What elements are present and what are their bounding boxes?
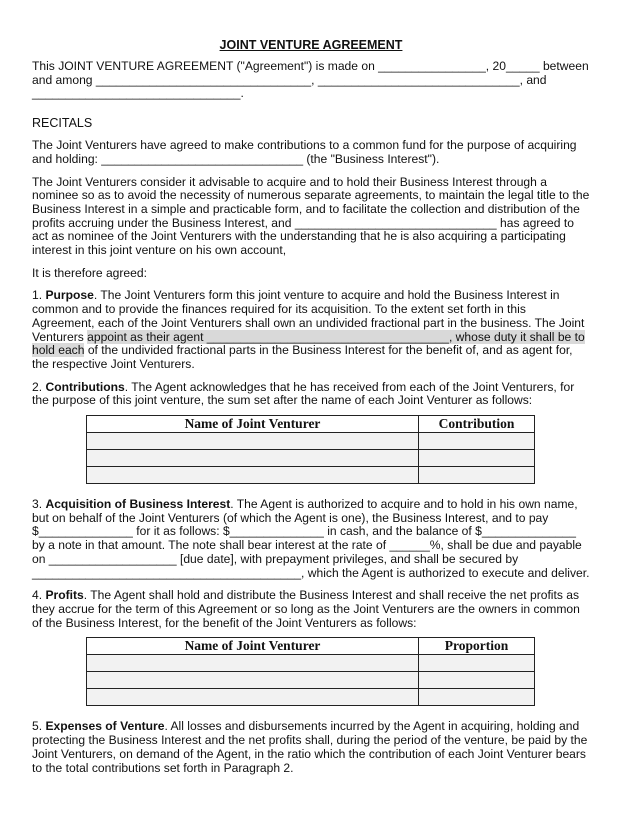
- table-cell[interactable]: [87, 689, 419, 706]
- section-2-contributions: [32, 381, 590, 408]
- spacer: [32, 706, 590, 720]
- table-header-row: [87, 416, 535, 433]
- section-3-text: . The Agent is authorized to acquire and to hold in his own name, but on behalf of the Joint Venturers (of which the Agent is one), the Business Interest, and to pay $______________ for it as follows: $______________ in cash, and the balance of $______________ by a note in that amount. The note shall bear interest at the rate of ______%, shall be due and payable on ___________________ [due date], with prepayment privileges, and shall be secured by ________________________________________, which the Agent is authorized to execute and deliver.: [32, 497, 590, 580]
- document-page: [32, 38, 590, 775]
- section-1-number: 1.: [32, 288, 43, 303]
- table-cell[interactable]: [419, 689, 535, 706]
- table-row: [87, 433, 535, 450]
- section-3-acquisition: [32, 498, 590, 580]
- table-cell[interactable]: [419, 655, 535, 672]
- table-row: [87, 450, 535, 467]
- column-header-proportion: Proportion: [419, 638, 535, 655]
- intro-paragraph: This JOINT VENTURE AGREEMENT ("Agreement") is made on ________________, 20_____ between and among ________________________________, ______________________________, and _______________________________.: [32, 59, 589, 101]
- section-1-highlighted-text: appoint as their agent ____________________________________, whose duty it shall be to hold each: [32, 329, 585, 358]
- recitals-heading: RECITALS: [32, 116, 93, 131]
- document-title: JOINT VENTURE AGREEMENT: [219, 38, 403, 52]
- section-4-number: 4.: [32, 588, 43, 603]
- table-cell[interactable]: [419, 450, 535, 467]
- section-4-heading: Profits: [45, 588, 84, 603]
- section-1-purpose: [32, 289, 590, 371]
- table-cell[interactable]: [419, 433, 535, 450]
- recitals-paragraph-1: The Joint Venturers have agreed to make contributions to a common fund for the purpose of acquiring and holding: ______________________________ (the "Business Interest").: [32, 138, 577, 166]
- table-row: [87, 672, 535, 689]
- section-4-profits: [32, 589, 590, 630]
- section-1-heading: Purpose: [45, 288, 94, 303]
- table-row: [87, 467, 535, 484]
- section-5-expenses: [32, 720, 590, 775]
- section-4-text: . The Agent shall hold and distribute the Business Interest and shall receive the net profits as they accrue for the term of this Agreement or so long as the Joint Venturers are the owners in common of the Business Interest, for the benefit of the Joint Venturers as follows:: [32, 588, 580, 630]
- profits-table: [86, 637, 535, 706]
- section-3-heading: Acquisition of Business Interest: [45, 497, 231, 512]
- section-5-text: . All losses and disbursements incurred by the Agent in acquiring, holding and protecting the Business Interest and the net profits shall, during the period of the venture, be paid by the Joint Venturers, on demand of the Agent, in the ratio which the contribution of each Joint Venturer bears to the total contributions set forth in Paragraph 2.: [32, 719, 588, 775]
- table-cell[interactable]: [87, 450, 419, 467]
- table-cell[interactable]: [87, 655, 419, 672]
- section-2-number: 2.: [32, 379, 43, 394]
- section-1-text-a: . The Joint Venturers form this joint venture to acquire and hold the Business Interest in common and to provide the finances required for its acquisition. To the extent set forth in this Agreement, each of the Joint Venturers shall own an undivided fractional part in the business. The Joint Venturers: [32, 288, 585, 344]
- table-cell[interactable]: [419, 467, 535, 484]
- table-row: [87, 689, 535, 706]
- section-5-heading: Expenses of Venture: [45, 719, 165, 734]
- section-5-number: 5.: [32, 719, 43, 734]
- section-3-number: 3.: [32, 497, 43, 512]
- table-cell[interactable]: [87, 672, 419, 689]
- column-header-name: Name of Joint Venturer: [87, 416, 419, 433]
- table-cell[interactable]: [87, 467, 419, 484]
- section-1-text-b: of the undivided fractional parts in the Business Interest for the benefit of, and as agent for, the respective Joint Venturers.: [32, 343, 573, 371]
- column-header-name: Name of Joint Venturer: [87, 638, 419, 655]
- section-2-heading: Contributions: [45, 379, 125, 394]
- recitals-paragraph-3: It is therefore agreed:: [32, 265, 147, 280]
- table-row: [87, 655, 535, 672]
- column-header-contribution: Contribution: [419, 416, 535, 433]
- table-cell[interactable]: [419, 672, 535, 689]
- spacer: [32, 484, 590, 498]
- recitals-paragraph-2: The Joint Venturers consider it advisable to acquire and to hold their Business Interest through a nominee so as to avoid the necessity of numerous separate agreements, to maintain the legal title to the Business Interest in a simple and practicable form, and to facilitate the collection and distribution of the profits accruing under the Business Interest, and ______________________________ has agreed to act as nominee of the Joint Venturers with the understanding that he is also acquiring a participating interest in this joint venture on his own account,: [32, 174, 590, 258]
- contributions-table: [86, 415, 535, 484]
- section-2-text: . The Agent acknowledges that he has received from each of the Joint Venturers, for the purpose of this joint venture, the sum set after the name of each Joint Venturer as follows:: [32, 379, 575, 408]
- table-cell[interactable]: [87, 433, 419, 450]
- table-header-row: [87, 638, 535, 655]
